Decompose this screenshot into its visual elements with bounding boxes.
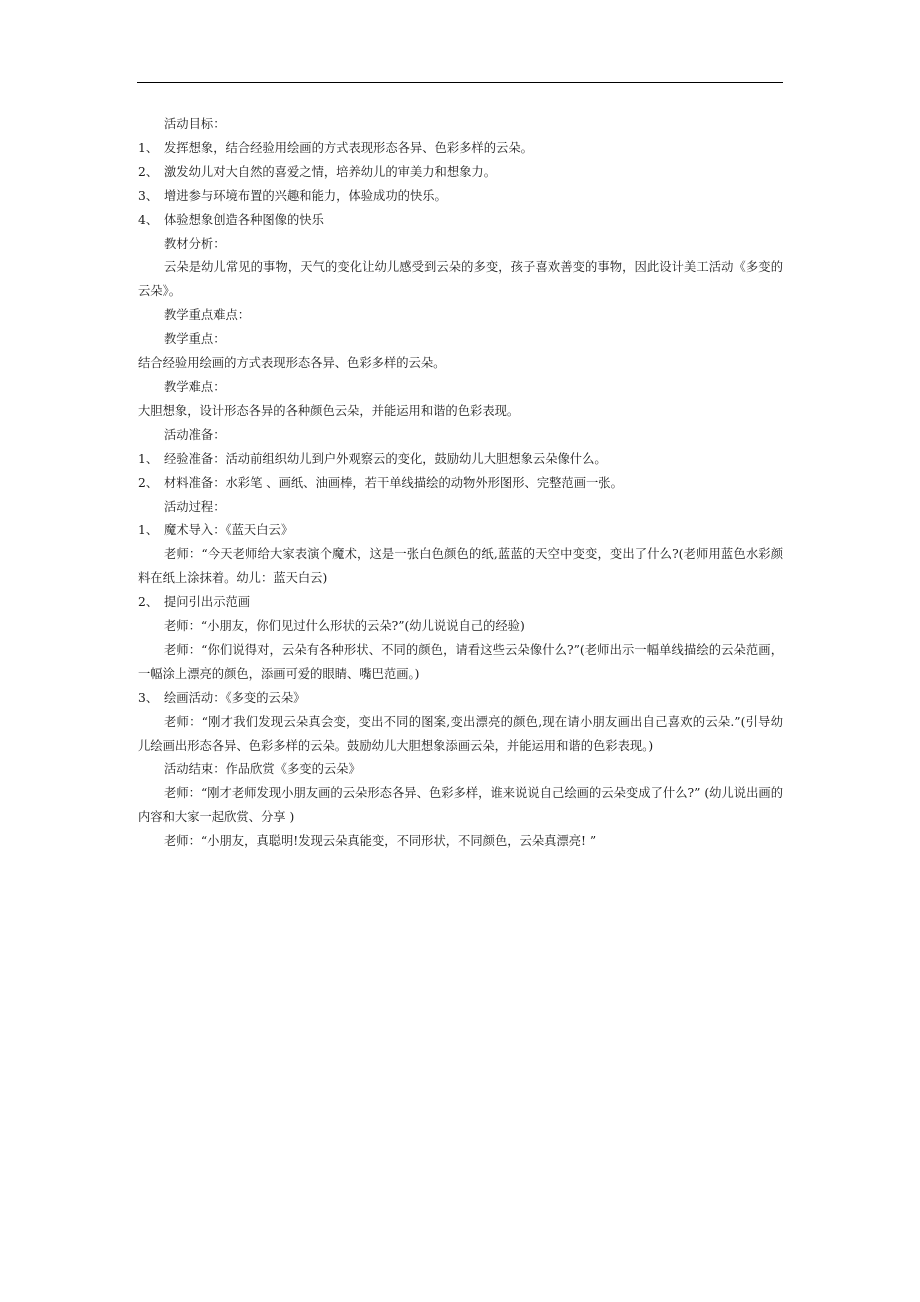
analysis-paragraph: 云朵是幼儿常见的事物，天气的变化让幼儿感受到云朵的多变，孩子喜欢善变的事物，因此设计美工活动《多变的云朵》。 — [138, 260, 783, 299]
key-paragraph: 结合经验用绘画的方式表现形态各异、色彩多样的云朵。 — [138, 356, 446, 371]
step2-paragraph-a: 老师：“小朋友，你们见过什么形状的云朵?”(幼儿说说自己的经验) — [164, 619, 525, 634]
difficult-heading: 教学难点： — [164, 379, 226, 394]
key-heading: 教学重点： — [164, 332, 226, 347]
key-difficult-heading: 教学重点难点： — [164, 308, 251, 323]
goal-item — [138, 185, 783, 209]
process-heading: 活动过程： — [164, 499, 226, 514]
prep-heading: 活动准备： — [164, 427, 226, 442]
prep-item — [138, 448, 783, 472]
step-title-text: 提问引出示范画 — [164, 595, 251, 610]
step2-paragraph-b: 老师：“你们说得对，云朵有各种形状、不同的颜色，请看这些云朵像什么?”(老师出示一幅单线描绘的云朵范画，一幅涂上漂亮的颜色，添画可爱的眼睛、嘴巴范画。) — [138, 642, 783, 681]
step1-paragraph: 老师：“今天老师给大家表演个魔术，这是一张白色颜色的纸,蓝蓝的天空中变变，变出了什么?(老师用蓝色水彩颜料在纸上涂抹着。幼儿：蓝天白云) — [138, 547, 783, 586]
step-title — [138, 519, 783, 543]
goal-item — [138, 137, 783, 161]
goal-text: 增进参与环境布置的兴趣和能力，体验成功的快乐。 — [164, 188, 447, 203]
ending-paragraph-b: 老师：“小朋友，真聪明!发现云朵真能变，不同形状，不同颜色，云朵真漂亮! ” — [164, 834, 597, 849]
goal-text: 激发幼儿对大自然的喜爱之情，培养幼儿的审美力和想象力。 — [164, 164, 497, 179]
step-number: 1、 — [138, 523, 159, 538]
goal-number: 1、 — [138, 140, 159, 155]
prep-text: 材料准备：水彩笔 、画纸、油画棒，若干单线描绘的动物外形图形、完整范画一张。 — [164, 475, 623, 490]
prep-item — [138, 472, 783, 496]
ending-heading: 活动结束：作品欣赏《多变的云朵》 — [164, 762, 361, 777]
prep-text: 经验准备：活动前组织幼儿到户外观察云的变化，鼓励幼儿大胆想象云朵像什么。 — [164, 451, 607, 466]
step-title — [138, 591, 783, 615]
ending-paragraph-a: 老师：“刚才老师发现小朋友画的云朵形态各异、色彩多样，谁来说说自己绘画的云朵变成了什么?” (幼儿说出画的内容和大家一起欣赏、分享 ) — [138, 786, 783, 825]
step-number: 2、 — [138, 595, 159, 610]
goal-number: 2、 — [138, 164, 159, 179]
prep-number: 1、 — [138, 451, 159, 466]
goal-text: 体验想象创造各种图像的快乐 — [164, 212, 324, 227]
analysis-heading: 教材分析： — [164, 236, 226, 251]
step-title-text: 魔术导入：《蓝天白云》 — [164, 523, 294, 538]
goal-number: 4、 — [138, 212, 159, 227]
prep-number: 2、 — [138, 475, 159, 490]
goal-item — [138, 209, 783, 233]
difficult-paragraph: 大胆想象，设计形态各异的各种颜色云朵，并能运用和谐的色彩表现。 — [138, 403, 520, 418]
document-body — [138, 113, 783, 854]
step-number: 3、 — [138, 690, 159, 705]
goal-item — [138, 161, 783, 185]
header-rule — [137, 82, 783, 83]
goal-number: 3、 — [138, 188, 159, 203]
step3-paragraph: 老师：“刚才我们发现云朵真会变，变出不同的图案,变出漂亮的颜色,现在请小朋友画出自己喜欢的云朵.”(引导幼儿绘画出形态各异、色彩多样的云朵。鼓励幼儿大胆想象添画云朵，并能运用和谐的色彩表现。) — [138, 714, 783, 753]
goals-heading: 活动目标： — [164, 117, 226, 131]
step-title — [138, 687, 783, 711]
goal-text: 发挥想象，结合经验用绘画的方式表现形态各异、色彩多样的云朵。 — [164, 140, 533, 155]
step-title-text: 绘画活动：《多变的云朵》 — [164, 690, 306, 705]
